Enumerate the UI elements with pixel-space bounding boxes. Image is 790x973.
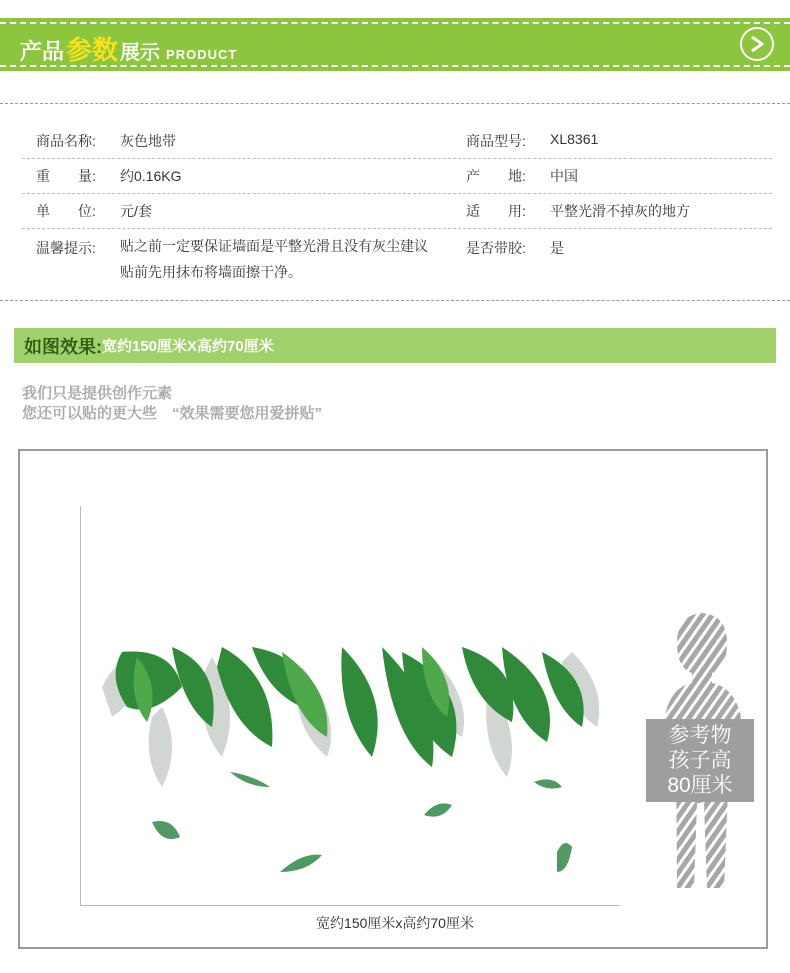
banner-title-part2: 参数 — [66, 35, 119, 65]
param-label: 单 位: — [36, 203, 96, 219]
param-value: XL8361 — [550, 131, 599, 147]
param-value: 贴之前一定要保证墙面是平整光滑且没有灰尘建议贴前先用抹布将墙面擦干净。 — [120, 238, 428, 280]
param-value: 约0.16KG — [120, 168, 182, 184]
wall-edge-bottom — [80, 905, 620, 906]
hanging-leaves-illustration — [102, 647, 612, 887]
param-value: 灰色地带 — [120, 133, 176, 149]
param-value: 中国 — [550, 168, 578, 184]
param-value: 元/套 — [120, 203, 152, 219]
param-row — [22, 229, 772, 285]
param-label: 产 地: — [466, 168, 526, 184]
reference-line: 80厘米 — [667, 774, 733, 797]
reference-size-label — [646, 719, 754, 802]
banner-dash-top — [0, 22, 790, 24]
effect-label: 如图效果: — [24, 336, 102, 357]
param-label: 是否带胶: — [466, 240, 526, 256]
effect-size: 宽约150厘米X高约70厘米 — [102, 338, 274, 355]
banner-title-part1: 产品 — [20, 39, 65, 64]
param-row — [22, 159, 772, 194]
product-params-table — [22, 124, 772, 285]
banner-title-en: PRODUCT — [166, 47, 238, 62]
next-arrow-button[interactable] — [740, 27, 774, 61]
param-label: 适 用: — [466, 203, 526, 219]
param-label: 商品型号: — [466, 133, 526, 149]
param-label: 重 量: — [36, 168, 96, 184]
section-header-banner — [0, 18, 790, 71]
effect-description — [22, 384, 322, 424]
wall-edge-left — [80, 506, 81, 906]
description-line: 您还可以贴的更大些 “效果需要您用爱拼贴” — [22, 405, 323, 422]
banner-title — [20, 30, 237, 67]
chevron-right-circle-icon — [749, 35, 765, 53]
preview-caption: 宽约150厘米x高约70厘米 — [316, 915, 474, 931]
param-row — [22, 194, 772, 229]
divider-bottom — [0, 300, 790, 301]
param-label: 温馨提示: — [36, 240, 96, 256]
description-line: 我们只是提供创作元素 — [22, 385, 173, 402]
reference-line: 参考物 — [668, 724, 732, 747]
param-row — [22, 124, 772, 159]
effect-header-bar — [14, 328, 776, 363]
param-value: 是 — [550, 240, 564, 256]
banner-title-part3: 展示 — [120, 42, 161, 64]
preview-frame — [18, 449, 768, 949]
reference-line: 孩子高 — [668, 749, 732, 772]
divider-top — [0, 103, 790, 104]
param-value: 平整光滑不掉灰的地方 — [550, 203, 690, 219]
param-label: 商品名称: — [36, 133, 96, 149]
